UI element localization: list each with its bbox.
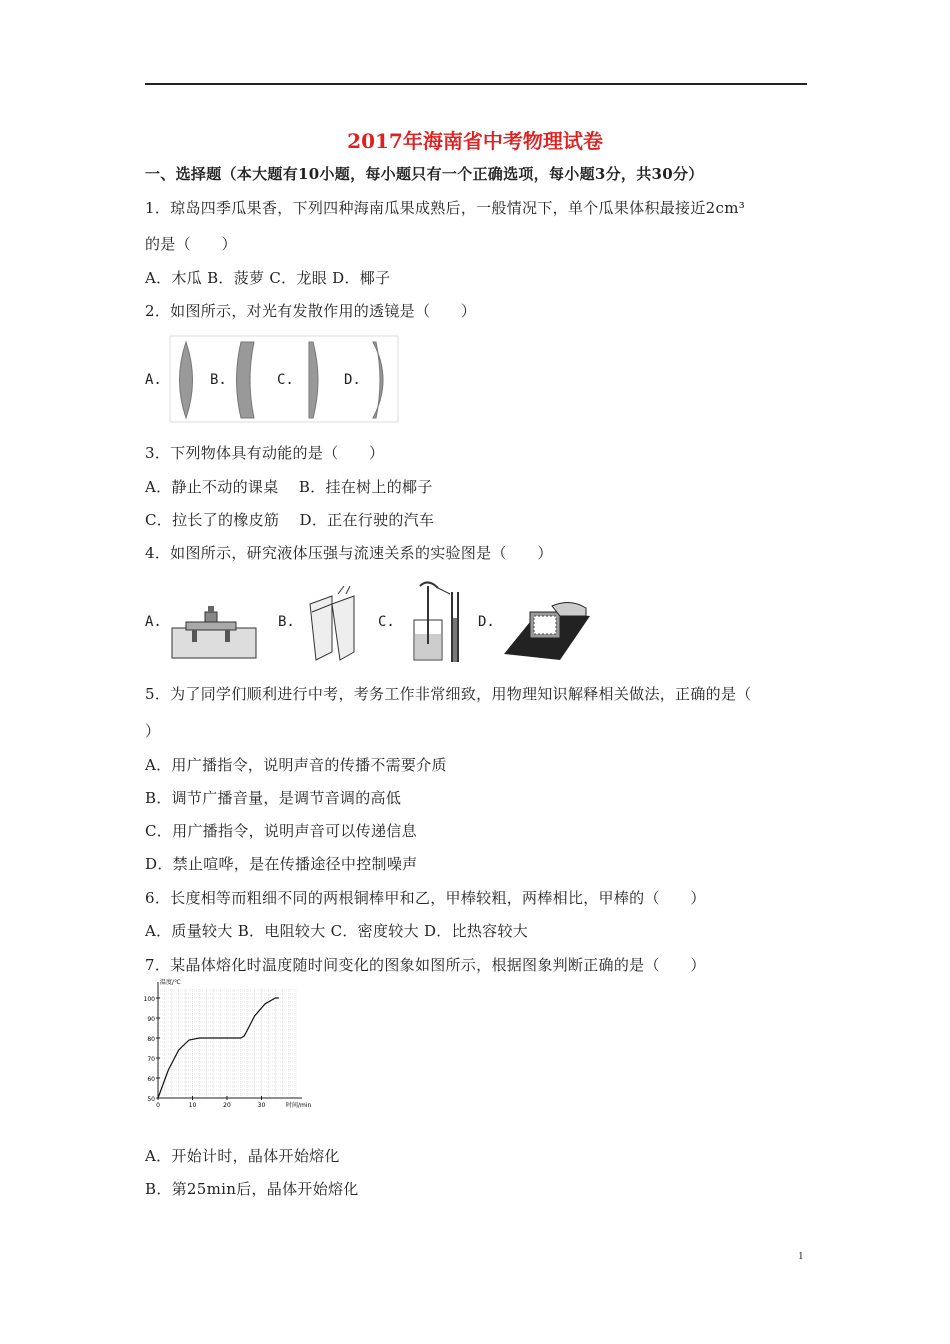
lens-figure xyxy=(170,336,400,426)
convex-lens-a xyxy=(180,342,193,418)
melting-chart xyxy=(140,980,310,1110)
y-axis-label: 温度/℃ xyxy=(160,979,181,986)
y-tick-label: 100 xyxy=(143,996,155,1003)
q4-stem: 4．如图所示，研究液体压强与流速关系的实验图是（ ） xyxy=(145,544,553,562)
q5-stem: 5．为了同学们顺利进行中考，考务工作非常细致，用物理知识解释相关做法，正确的是（ xyxy=(145,685,752,703)
y-tick-label: 90 xyxy=(147,1016,155,1023)
q2-label-c: C. xyxy=(277,372,294,388)
q2-label-b: B. xyxy=(210,372,227,388)
x-tick-label: 10 xyxy=(188,1102,197,1109)
hand-pressing-figure xyxy=(500,598,592,664)
q1-stem: 1．琼岛四季瓜果香，下列四种海南瓜果成熟后，一般情况下，单个瓜果体积最接近2cm³ xyxy=(145,199,746,217)
y-tick-label: 80 xyxy=(147,1036,155,1043)
section-heading: 一、选择题（本大题有10小题，每小题只有一个正确选项，每小题3分，共30分） xyxy=(145,165,704,183)
blowing-paper-figure xyxy=(300,582,372,662)
q2-label-a: A. xyxy=(145,372,162,388)
q3-row1: A．静止不动的课桌 B．挂在树上的椰子 xyxy=(145,478,433,496)
q3-stem: 3．下列物体具有动能的是（ ） xyxy=(145,444,385,462)
page-number: 1 xyxy=(798,1250,804,1262)
q2-stem: 2．如图所示，对光有发散作用的透镜是（ ） xyxy=(145,302,477,320)
concave-lens-b xyxy=(237,342,255,418)
pressure-table-figure xyxy=(170,600,260,660)
q4-label-b: B. xyxy=(278,614,295,630)
q5-stem-cont: ） xyxy=(145,722,161,740)
x-tick-label: 0 xyxy=(156,1102,160,1109)
q1-stem-cont: 的是（ ） xyxy=(145,235,237,253)
q7-stem: 7．某晶体熔化时温度随时间变化的图象如图所示，根据图象判断正确的是（ ） xyxy=(145,956,706,974)
q1-options: A．木瓜 B．菠萝 C．龙眼 D．椰子 xyxy=(145,269,391,287)
q5-option-a: A．用广播指令，说明声音的传播不需要介质 xyxy=(145,756,447,774)
x-tick-label: 20 xyxy=(223,1102,231,1109)
q5-option-c: C．用广播指令，说明声音可以传递信息 xyxy=(145,822,417,840)
q7-option-b: B．第25min后，晶体开始熔化 xyxy=(145,1180,359,1198)
header-rule xyxy=(145,83,807,85)
q4-label-d: D. xyxy=(478,614,495,630)
tube-experiment-figure xyxy=(400,578,472,664)
x-axis-label: 时间/min xyxy=(286,1102,312,1109)
q2-label-d: D. xyxy=(344,372,361,388)
meniscus-lens-d xyxy=(373,342,383,418)
q6-options: A．质量较大 B．电阻较大 C．密度较大 D．比热容较大 xyxy=(145,922,529,940)
q4-label-a: A. xyxy=(145,614,162,630)
page-title: 2017年海南省中考物理试卷 xyxy=(347,129,603,153)
q4-label-c: C. xyxy=(378,614,395,630)
temperature-curve xyxy=(158,998,279,1098)
y-tick-label: 50 xyxy=(147,1096,155,1103)
plano-convex-lens-c xyxy=(309,342,318,418)
q5-option-b: B．调节广播音量，是调节音调的高低 xyxy=(145,789,402,807)
y-tick-label: 70 xyxy=(147,1056,155,1063)
q3-row2: C．拉长了的橡皮筋 D．正在行驶的汽车 xyxy=(145,511,435,529)
y-tick-label: 60 xyxy=(147,1076,155,1083)
q6-stem: 6．长度相等而粗细不同的两根铜棒甲和乙，甲棒较粗，两棒相比，甲棒的（ ） xyxy=(145,889,706,907)
q5-option-d: D．禁止喧哗，是在传播途径中控制噪声 xyxy=(145,855,418,873)
x-tick-label: 30 xyxy=(257,1102,266,1109)
q7-option-a: A．开始计时，晶体开始熔化 xyxy=(145,1147,340,1165)
